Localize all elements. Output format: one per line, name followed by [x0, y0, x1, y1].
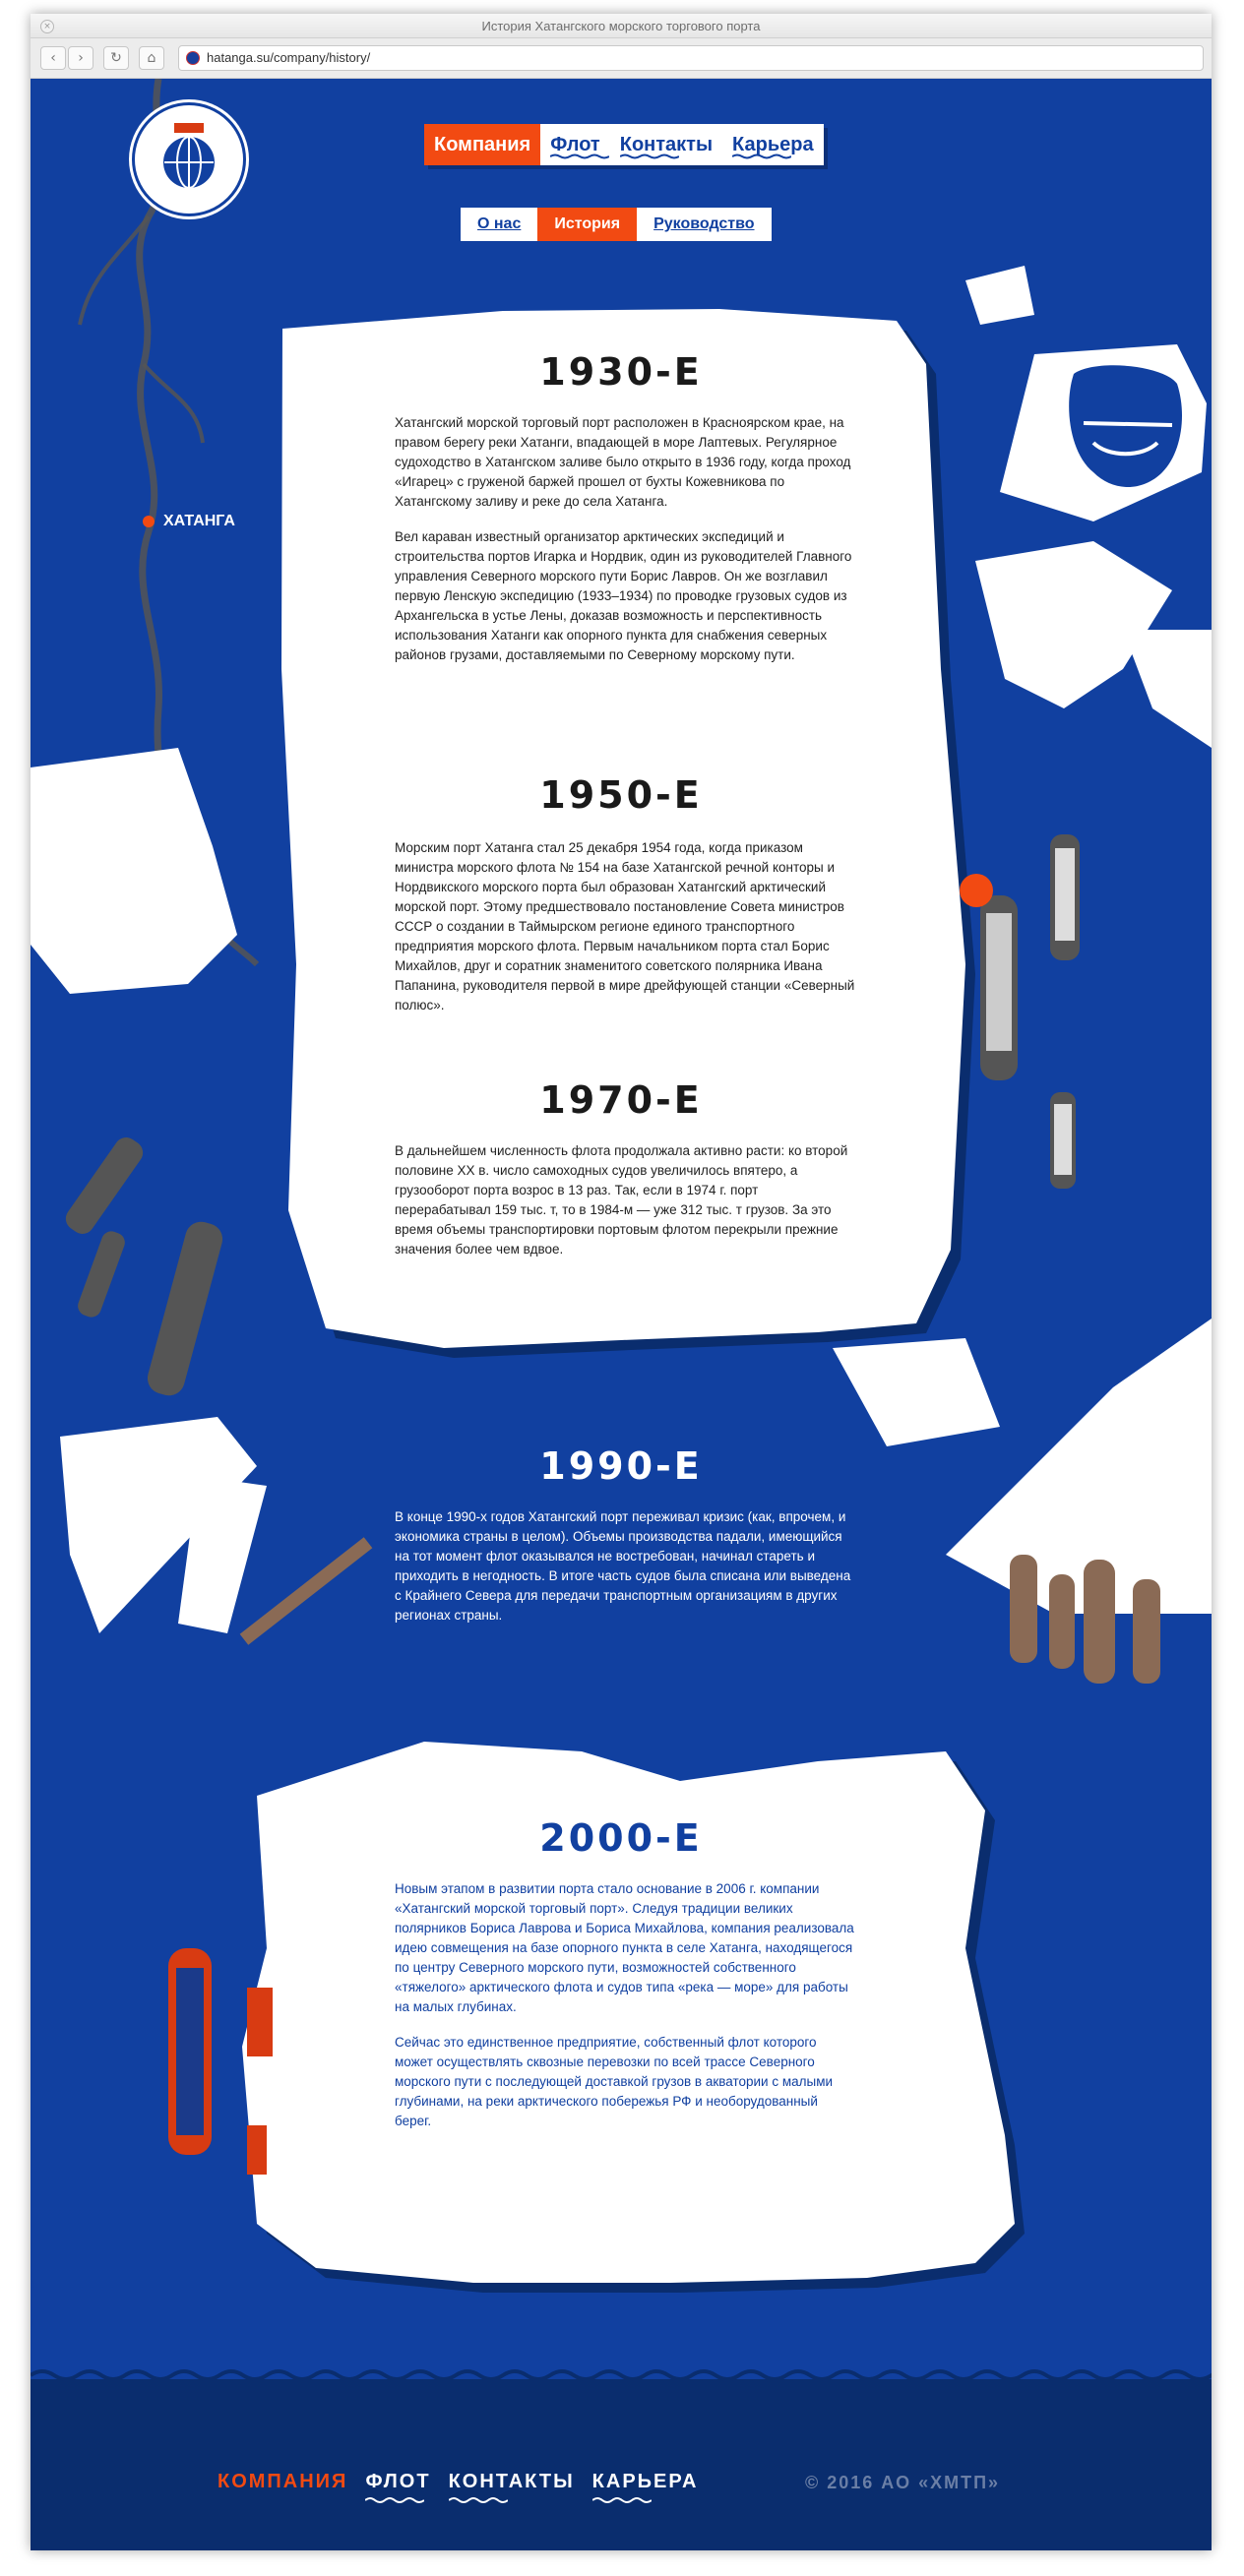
globe-icon [135, 105, 243, 214]
era-title-2000: 2000-Е [539, 1816, 703, 1860]
era-paragraph: Хатангский морской торговый порт расположен в Красноярском крае, на правом берегу реки Хатанги, впадающей в море Лаптевых. Регулярное судоходство в Хатангском заливе было открыто в 1936 году, когда проход «Игарец» с груженой баржей прошел от бухты Кожевникова по Хатангскому заливу и реке до села Хатанга. [395, 415, 851, 509]
map-marker-icon [143, 516, 155, 527]
browser-window [31, 14, 1212, 2550]
reload-icon[interactable]: ↻ [103, 46, 129, 70]
ship-group-right [980, 834, 1080, 1189]
era-text-1970 [395, 1141, 857, 1275]
address-bar[interactable] [178, 45, 1204, 71]
era-text-2000 [395, 1879, 857, 2147]
nav-item-career[interactable]: Карьера [722, 124, 824, 165]
main-nav [424, 124, 824, 165]
history-page [31, 79, 1212, 2550]
footer-nav-career[interactable]: КАРЬЕРА [592, 2471, 699, 2493]
era-text-1930 [395, 413, 857, 681]
back-icon[interactable]: ‹ [40, 46, 66, 70]
era-title-1930: 1930-Е [539, 350, 703, 394]
subnav-item-about[interactable]: О нас [477, 215, 522, 232]
sub-nav [461, 208, 772, 241]
timeline-marker[interactable] [960, 874, 993, 907]
window-title: История Хатангского морского торгового порта [481, 19, 761, 33]
address-text[interactable]: hatanga.su/company/history/ [207, 50, 371, 65]
era-paragraph: Новым этапом в развитии порта стало основание в 2006 г. компании «Хатангский морской торговый порт». Следуя традиции великих полярников Бориса Лаврова и Бориса Михайлова, компания реализовала идею совмещения на базе опорного пункта в селе Хатанга, находящегося по центру Северного морского пути, возможностей собственного «тяжелого» арктического флота и судов типа «река — море» для работы на малых глубинах. [395, 1881, 854, 2014]
footer-nav-contacts[interactable]: КОНТАКТЫ [449, 2471, 575, 2493]
era-title-1970: 1970-Е [539, 1078, 703, 1122]
nav-item-contacts[interactable]: Контакты [610, 124, 722, 165]
footer-nav [218, 2471, 715, 2493]
nav-item-fleet[interactable]: Флот [540, 124, 610, 165]
era-paragraph: Вел караван известный организатор арктических экспедиций и строительства портов Игарка и Нордвик, один из руководителей Главного управления Северного морского пути Борис Лавров. Он же возглавил первую Ленскую экспедицию (1933–1934) по проводке грузовых судов из Архангельска в устье Лены, доказав возможность и перспективность использования Хатанги как опорного пункта для снабжения северных районов грузами, доставляемыми по Северному морскому пути. [395, 529, 852, 662]
copyright: © 2016 АО «ХМТП» [805, 2473, 1001, 2492]
company-logo[interactable] [132, 102, 246, 216]
title-bar [31, 14, 1212, 38]
era-text-1950 [395, 838, 857, 1031]
footer [31, 2379, 1212, 2550]
era-paragraph: В дальнейшем численность флота продолжала активно расти: ко второй половине XX в. число самоходных судов увеличилось впятеро, а грузооборот порта возрос в 13 раз. Так, если в 1974 г. порт перерабатывал 159 тыс. т, то в 1984-м — уже 312 тыс. т грузов. За это время объемы транспортировки портовым флотом перекрыли прежние значения более чем вдвое. [395, 1143, 848, 1257]
era-text-1990 [395, 1507, 857, 1641]
era-paragraph: Морским порт Хатанга стал 25 декабря 1954 года, когда приказом министра морского флота № 154 на базе Хатангской речной конторы и Нордвикского морского порта был образован Хатангский арктический морской порт. Этому предшествовало постановление Совета министров СССР о создании в Таймырском регионе единого транспортного предприятия морского флота. Первым начальником порта стал Борис Михайлов, друг и соратник знаменитого советского полярника Ивана Папанина, руководителя первой в мире дрейфующей станции «Северный полюс». [395, 840, 855, 1012]
close-icon[interactable]: × [40, 20, 54, 33]
nav-item-company[interactable]: Компания [424, 124, 540, 165]
home-icon[interactable]: ⌂ [139, 46, 164, 70]
era-paragraph: Сейчас это единственное предприятие, собственный флот которого может осуществлять сквозные перевозки по всей трассе Северного морского пути с последующей доставкой грузов в акватории с малыми глубинами, на реки арктического побережья РФ и необорудованный берег. [395, 2035, 834, 2128]
era-title-1950: 1950-Е [539, 773, 703, 817]
era-title-1990: 1990-Е [539, 1444, 703, 1488]
ship-group-left [61, 1133, 225, 1399]
footer-nav-company[interactable]: КОМПАНИЯ [218, 2471, 348, 2492]
map-label: ХАТАНГА [163, 513, 235, 529]
footer-nav-fleet[interactable]: ФЛОТ [365, 2471, 430, 2493]
subnav-item-management[interactable]: Руководство [653, 215, 755, 232]
browser-toolbar [31, 38, 1212, 79]
favicon-icon [186, 51, 200, 65]
forward-icon[interactable]: › [68, 46, 93, 70]
era-paragraph: В конце 1990-х годов Хатангский порт переживал кризис (как, впрочем, и экономика страны в целом). Объемы производства падали, имеющийся на тот момент флот оказывался не востребован, начинал стареть и приходить в негодность. В итоге часть судов была списана или выведена с Крайнего Севера для передачи транспортным организациям в других регионах страны. [395, 1509, 851, 1623]
subnav-item-history[interactable]: История [537, 208, 637, 241]
